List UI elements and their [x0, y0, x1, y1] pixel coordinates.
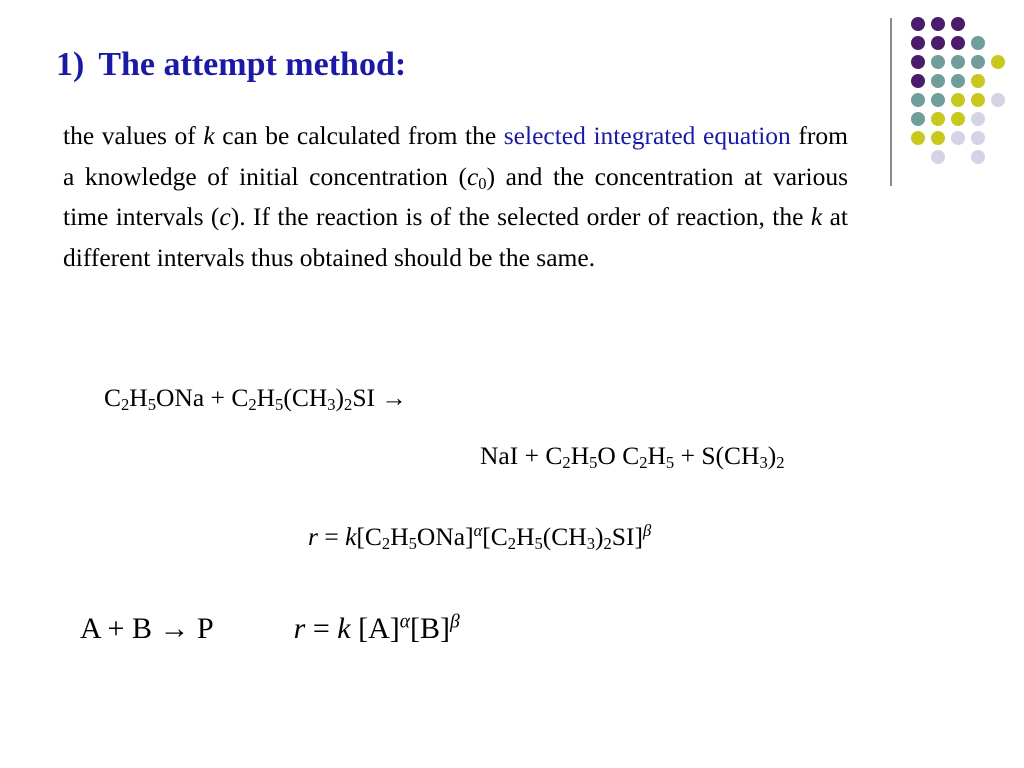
dot	[951, 74, 965, 88]
dot	[971, 150, 985, 164]
dot	[971, 74, 985, 88]
para-text: from a knowledge of initial concentration (	[63, 121, 848, 191]
dot	[971, 55, 985, 69]
dot	[971, 131, 985, 145]
dot	[931, 17, 945, 31]
divider-line	[890, 18, 892, 186]
general-equation	[80, 612, 460, 646]
dot	[911, 93, 925, 107]
para-text: can be calculated from the	[214, 121, 504, 150]
var-k: k	[203, 121, 215, 150]
dot	[911, 131, 925, 145]
general-reaction: A + B → P	[80, 612, 214, 645]
dot	[931, 131, 945, 145]
dot	[971, 93, 985, 107]
para-text: ) and the concentration at various time intervals (	[63, 161, 849, 231]
subscript-zero: 0	[478, 173, 487, 193]
dot	[931, 55, 945, 69]
dot	[911, 17, 925, 31]
reaction-products: NaI + $C_2H_5O$ $C_2H_5 + S(CH_3)_2$	[480, 441, 785, 473]
dot	[951, 131, 965, 145]
title-text: The attempt method:	[98, 46, 407, 83]
dot	[911, 74, 925, 88]
rate-law-equation: $r = k[C_2H_5ONa]^\alpha[C_2H_5(CH_3)_2SI]^\beta$	[308, 520, 652, 554]
dot	[951, 17, 965, 31]
dot	[951, 55, 965, 69]
var-c0: c	[466, 161, 479, 191]
var-c: c	[219, 202, 231, 231]
dot	[991, 55, 1005, 69]
dot	[991, 93, 1005, 107]
dot	[911, 112, 925, 126]
dot	[931, 150, 945, 164]
dot	[931, 112, 945, 126]
general-rate-law: r = k $[A]^\alpha[B]^\beta$	[293, 611, 460, 645]
var-k: k	[810, 202, 823, 231]
dot	[931, 93, 945, 107]
reaction-reactants: $C_2H_5ONa + C_2H_5(CH_3)_2SI$ →	[104, 383, 407, 415]
dot	[931, 36, 945, 50]
dot	[971, 36, 985, 50]
highlight-text: selected integrated equation	[503, 121, 791, 150]
slide-title	[56, 46, 406, 84]
para-text: ). If the reaction is of the selected order of reaction, the	[230, 202, 811, 231]
body-paragraph	[63, 116, 848, 278]
dot	[971, 112, 985, 126]
dot	[931, 74, 945, 88]
para-text: the values of	[63, 121, 204, 150]
dot	[951, 112, 965, 126]
dot	[951, 36, 965, 50]
dot	[911, 55, 925, 69]
para-text: at different intervals thus obtained should be the same.	[63, 202, 849, 272]
dot	[951, 93, 965, 107]
dot	[911, 36, 925, 50]
title-number: 1)	[56, 46, 85, 83]
